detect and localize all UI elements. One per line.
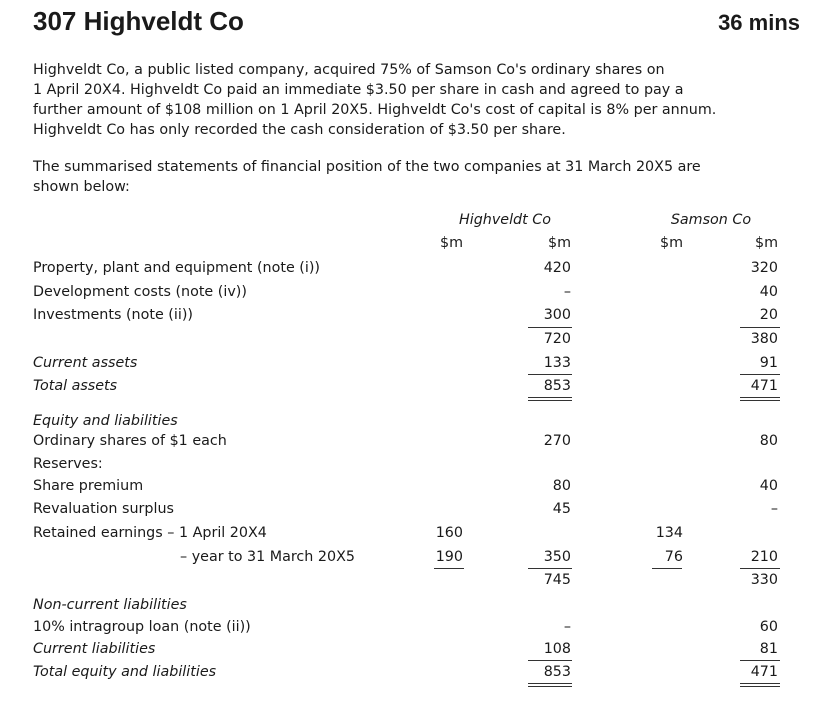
lead-line: shown below: [33,179,130,195]
row-label-ppe: Property, plant and equipment (note (i)) [33,260,320,276]
cell-re1-a: 160 [435,525,463,541]
cell-dev-b: 40 [759,284,778,300]
cell-re2-a2: 350 [543,549,571,565]
cell-cl-a: 108 [543,641,571,657]
double-underline [528,683,572,687]
cell-equity-total-a: 745 [543,572,571,588]
underline [652,568,682,569]
underline [528,568,572,569]
table-lead-in [33,157,803,197]
cell-tel-a: 853 [543,664,571,680]
cell-re1-b: 134 [655,525,683,541]
lead-line: The summarised statements of financial position of the two companies at 31 March 20X5 are [33,159,701,175]
double-underline [740,683,780,687]
cell-subtotal-a: 720 [543,331,571,347]
underline [528,327,572,328]
company-a-header: Highveldt Co [458,212,552,228]
section-non-current-liabilities: Non-current liabilities [33,597,187,613]
row-label-current-assets: Current assets [33,355,138,371]
unit-header: $m [754,235,778,251]
row-label-revaluation-surplus: Revaluation surplus [33,501,174,517]
cell-inv-a: 300 [543,307,571,323]
underline [740,374,780,375]
cell-os-a: 270 [543,433,571,449]
unit-header: $m [659,235,683,251]
cell-equity-total-b: 330 [750,572,778,588]
intro-line: 1 April 20X4. Highveldt Co paid an immediate $3.50 per share in cash and agreed to pay a [33,82,684,98]
underline [528,660,572,661]
cell-sp-b: 40 [759,478,778,494]
cell-os-b: 80 [759,433,778,449]
cell-loan-b: 60 [759,619,778,635]
cell-ta-b: 471 [750,378,778,394]
underline [740,568,780,569]
row-label-retained-year: – year to 31 March 20X5 [180,549,355,565]
row-label-ordinary-shares: Ordinary shares of $1 each [33,433,227,449]
unit-header: $m [439,235,463,251]
underline [740,327,780,328]
cell-dev-a: – [563,284,571,300]
row-label-intragroup-loan: 10% intragroup loan (note (ii)) [33,619,251,635]
row-label-retained-earnings: Retained earnings – 1 April 20X4 [33,525,267,541]
cell-ta-a: 853 [543,378,571,394]
intro-line: further amount of $108 million on 1 April 20X5. Highveldt Co's cost of capital is 8% per annum. [33,102,717,118]
cell-ca-a: 133 [543,355,571,371]
row-label-reserves: Reserves: [33,456,103,472]
cell-loan-a: – [563,619,571,635]
time-allowance: 36 mins [718,10,800,35]
underline [528,374,572,375]
question-intro [33,60,803,140]
cell-cl-b: 81 [759,641,778,657]
row-label-dev: Development costs (note (iv)) [33,284,247,300]
page-header [33,6,800,46]
cell-ppe-b: 320 [750,260,778,276]
cell-sp-a: 80 [552,478,571,494]
cell-subtotal-b: 380 [750,331,778,347]
double-underline [740,397,780,401]
cell-ppe-a: 420 [543,260,571,276]
row-label-total-assets: Total assets [33,378,118,394]
intro-line: Highveldt Co, a public listed company, acquired 75% of Samson Co's ordinary shares on [33,62,665,78]
cell-re2-a1: 190 [435,549,463,565]
double-underline [528,397,572,401]
question-title: 307 Highveldt Co [33,6,244,36]
cell-rs-a: 45 [552,501,571,517]
intro-line: Highveldt Co has only recorded the cash consideration of $3.50 per share. [33,122,566,138]
unit-header: $m [547,235,571,251]
cell-tel-b: 471 [750,664,778,680]
cell-ca-b: 91 [759,355,778,371]
underline [740,660,780,661]
cell-re2-b2: 210 [750,549,778,565]
cell-re2-b1: 76 [664,549,683,565]
cell-rs-b: – [770,501,778,517]
cell-inv-b: 20 [759,307,778,323]
company-b-header: Samson Co [670,212,752,228]
section-equity-liabilities: Equity and liabilities [33,413,178,429]
row-label-share-premium: Share premium [33,478,144,494]
underline [434,568,464,569]
row-label-investments: Investments (note (ii)) [33,307,193,323]
row-label-total-equity-liabilities: Total equity and liabilities [33,664,217,680]
row-label-current-liabilities: Current liabilities [33,641,156,657]
